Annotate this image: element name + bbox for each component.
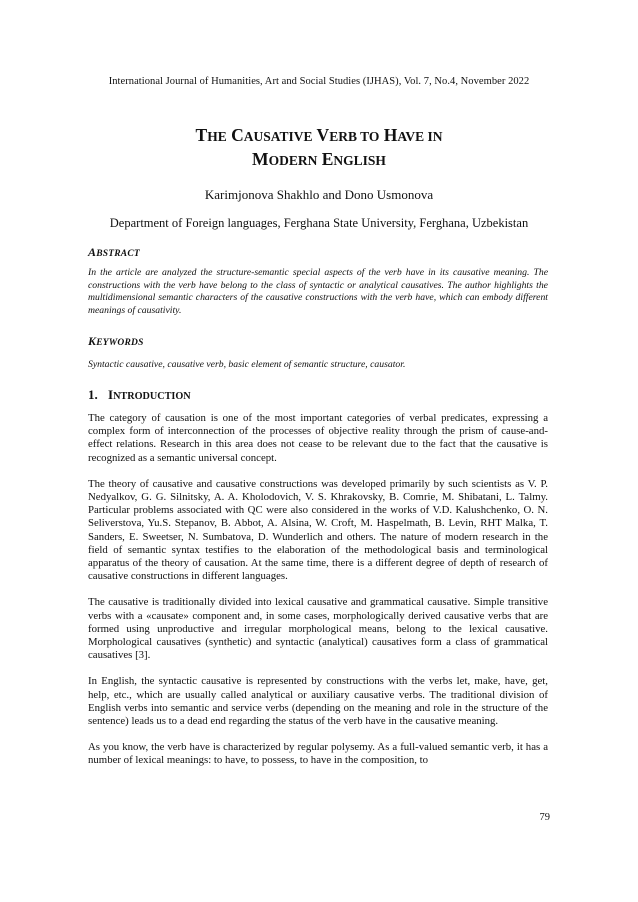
title-line-1: THE CAUSATIVE VERB TO HAVE IN [195, 125, 443, 145]
keywords-heading: KEYWORDS [88, 334, 144, 348]
paper-title [0, 124, 638, 172]
affiliation: Department of Foreign languages, Ferghana State University, Ferghana, Uzbekistan [109, 216, 529, 230]
introduction-body [88, 412, 548, 781]
abstract-heading: ABSTRACT [88, 245, 140, 259]
paragraph: The category of causation is one of the most important categories of verbal predicates, expressing a complex form of interconnection of the processes of objective reality through the prism of cause-and-effect relations. Research in this area does not cease to be relevant due to the fact that the causative is recognized as a semantic universal concept. [88, 412, 548, 464]
running-head: International Journal of Humanities, Art and Social Studies (IJHAS), Vol. 7, No.4, November 2022 [108, 76, 530, 87]
paragraph: As you know, the verb have is characterized by regular polysemy. As a full-valued semantic verb, it has a number of lexical meanings: to have, to possess, to have in the composition, to [88, 741, 548, 767]
abstract-text: In the article are analyzed the structure-semantic special aspects of the verb have in its causative meaning. The constructions with the verb have belong to the class of syntactic or analytical causatives. The author highlights the multidimensional semantic characters of the causative constructions with the verb have, which can embody different meanings of causativity. [88, 267, 548, 316]
paragraph: The theory of causative and causative constructions was developed primarily by such scientists as V. P. Nedyalkov, G. G. Silnitsky, A. A. Kholodovich, V. S. Khrakovsky, B. Comrie, M. Shibatani, L. Talmy. Particular problems associated with QC were also considered in the works of V.D. Kalushchenko, O. N. Seliverstova, Yu.S. Stepanov, B. Abbot, A. Alsina, W. Croft, M. Haspelmath, B. Levin, RHT Malka, T. Sanders, E. Sweetser, N. Sumbatova, D. Wunderlich and others. The nature of modern research in the field of semantic syntax testifies to the elaboration of the methodological basis and terminological apparatus of the theory of causation. At the same time, there is a different degree of depth of research of causative constructions in different languages. [88, 477, 548, 583]
title-line-2: MODERN ENGLISH [252, 149, 386, 169]
keywords-text: Syntactic causative, causative verb, basic element of semantic structure, causator. [88, 359, 406, 370]
paragraph: In English, the syntactic causative is represented by constructions with the verbs let, make, have, get, help, etc., which are usually called analytical or auxiliary causative verbs. The traditional division of English verbs into semantic and service verbs (depending on the meaning and role in the structure of the sentence) leads us to a dead end regarding the status of the verb have in the causative meaning. [88, 675, 548, 728]
introduction-heading: 1. INTRODUCTION [88, 387, 191, 402]
authors: Karimjonova Shakhlo and Dono Usmonova [204, 187, 434, 202]
paragraph: The causative is traditionally divided into lexical causative and grammatical causative. Simple transitive verbs with a «causate» component and, in some cases, morphologically derived causative verbs that are formed using unproductive and irregular morphological means, belong to the lexical causative. Morphological causatives (synthetic) and syntactic (analytical) causatives form a class of grammatical causatives [3]. [88, 596, 548, 662]
page-number: 79 [539, 812, 550, 823]
